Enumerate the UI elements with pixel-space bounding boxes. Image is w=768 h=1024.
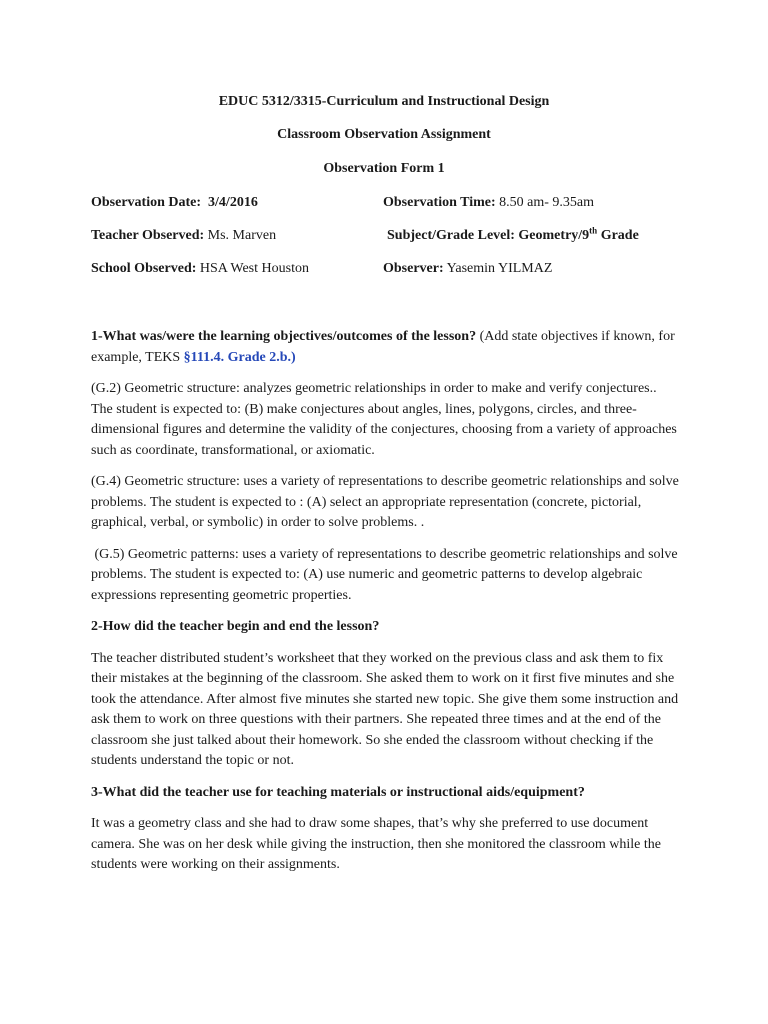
observation-time: [383, 195, 594, 211]
teacher-value: Ms. Marven: [207, 228, 277, 243]
teacher-label: Teacher Observed:: [91, 228, 205, 243]
teks-link[interactable]: §111.4. Grade 2.b.): [183, 349, 296, 365]
subject-tail: Grade: [597, 228, 639, 243]
question-1-text: 1-What was/were the learning objectives/outcomes of the lesson?: [91, 329, 477, 344]
time-label: Observation Time:: [383, 195, 496, 210]
observer-label: Observer:: [383, 261, 444, 276]
subject-grade: [387, 225, 639, 244]
observer: [383, 261, 552, 277]
teacher-observed: [91, 228, 276, 244]
time-value: 8.50 am- 9.35am: [499, 195, 595, 210]
school-observed: [91, 261, 309, 277]
observer-value: Yasemin YILMAZ: [446, 261, 553, 276]
document-body: [91, 327, 681, 887]
answer-2: The teacher distributed student’s worksheet that they worked on the previous class and ask them to fix their mistakes at the beginning of the classroom. She asked them to work on it first five minutes and she took the attendance. After almost five minutes she started new topic. She give them some instruction and ask them to work on three questions with their partners. She repeated three times and at the end of the classroom she just talked about their homework. So she ended the classroom without checking if the students understand the topic or not.: [91, 650, 679, 768]
date-label: Observation Date:: [91, 195, 202, 210]
answer-3: It was a geometry class and she had to draw some shapes, that’s why she preferred to use document camera. She was on her desk while giving the instruction, then she monitored the classroom while the students were working on their assignments.: [91, 816, 661, 872]
question-1-note: (Add state objectives if known, for example, TEKS: [91, 329, 675, 365]
date-value: 3/4/2016: [208, 195, 258, 210]
assignment-title: Classroom Observation Assignment: [277, 127, 491, 142]
objective-g4: (G.4) Geometric structure: uses a variety of representations to describe geometric relationships and solve problems. The student is expected to : (A) select an appropriate representation (concrete, pictorial, graphical, verbal, or symbolic) in order to solve problems. .: [91, 474, 679, 530]
observation-date: [91, 195, 258, 211]
form-title: Observation Form 1: [323, 161, 445, 176]
course-title: EDUC 5312/3315-Curriculum and Instructional Design: [218, 94, 550, 109]
objective-g5: (G.5) Geometric patterns: uses a variety of representations to describe geometric relationships and solve problems. The student is expected to: (A) use numeric and geometric patterns to develop algebraic expressions representing geometric properties.: [91, 546, 682, 603]
question-3: 3-What did the teacher use for teaching materials or instructional aids/equipment?: [91, 784, 585, 800]
subject-sup: th: [589, 225, 598, 236]
objective-g2: (G.2) Geometric structure: analyzes geometric relationships in order to make and verify conjectures.. The student is expected to: (B) make conjectures about angles, lines, polygons, circles, and three-dimensional figures and determine the validity of the conjectures, choosing from a variety of approaches such as coordinate, transformational, or axiomatic.: [91, 381, 677, 458]
school-label: School Observed:: [91, 261, 197, 276]
subject-label: Subject/Grade Level: Geometry/9: [387, 228, 590, 243]
school-value: HSA West Houston: [199, 261, 309, 276]
question-1: [91, 327, 681, 368]
question-2: 2-How did the teacher begin and end the lesson?: [91, 619, 380, 634]
